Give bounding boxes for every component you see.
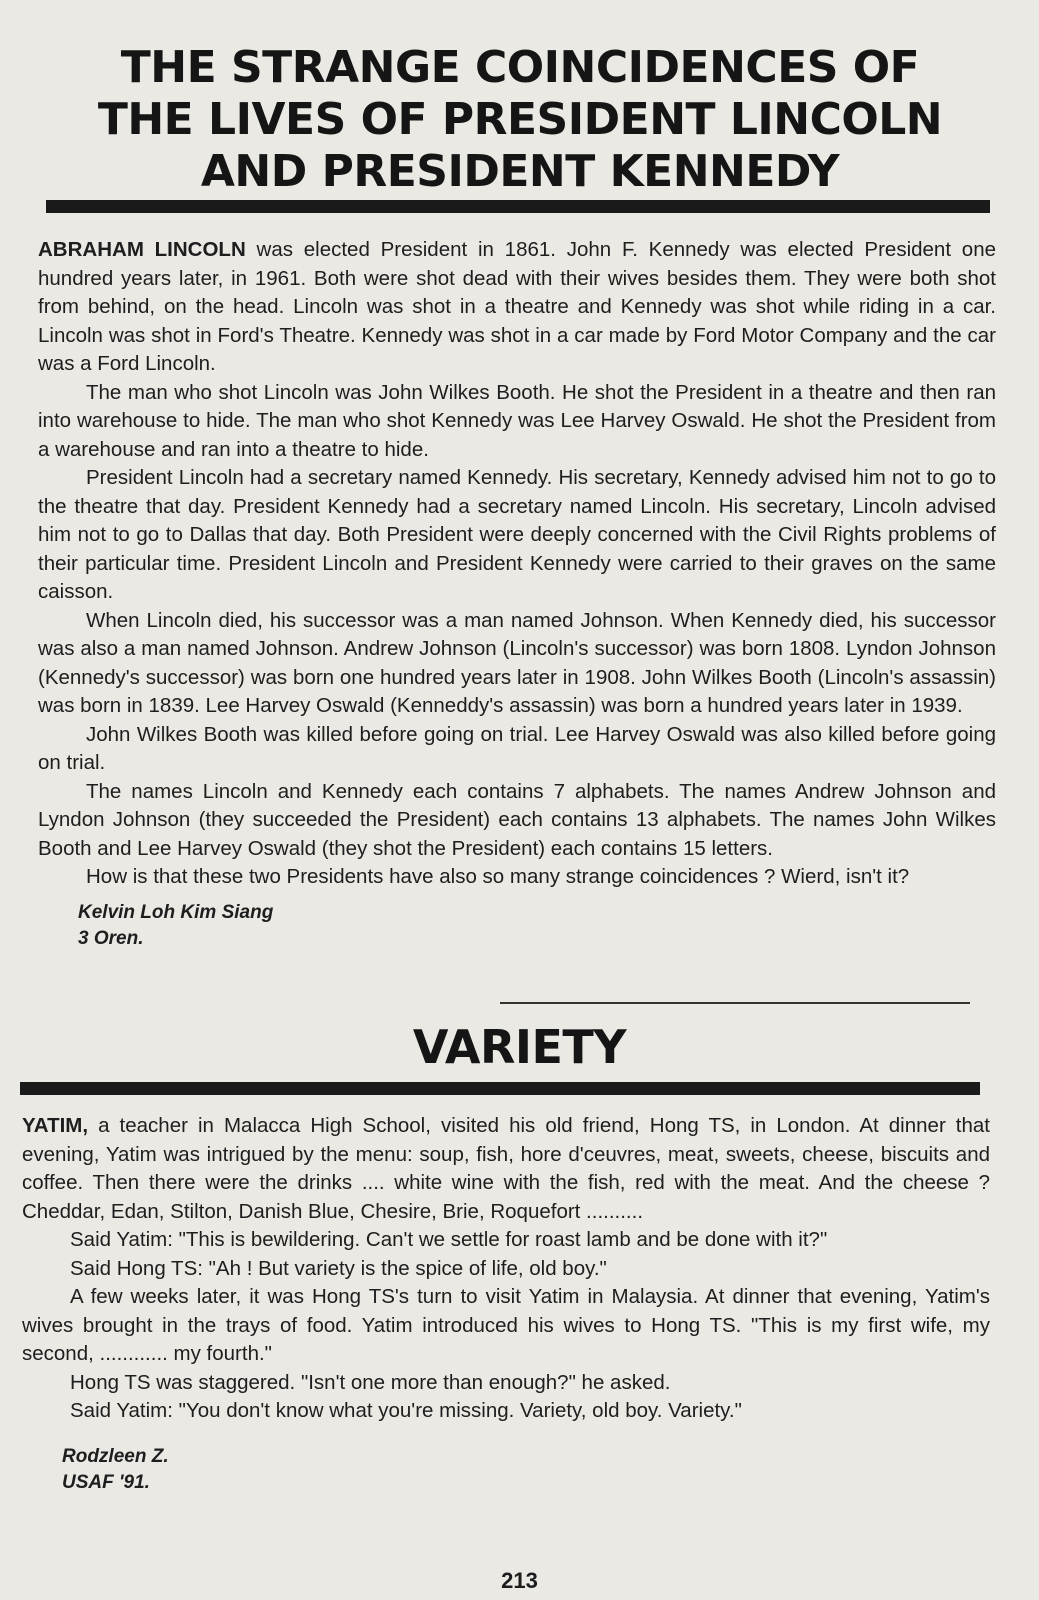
author-name: Rodzleen Z. (62, 1445, 169, 1467)
lead-word: ABRAHAM LINCOLN (38, 238, 246, 261)
divider-rule (500, 1002, 970, 1004)
author-name: Kelvin Loh Kim Siang (78, 901, 274, 923)
article-paragraph: The man who shot Lincoln was John Wilkes Booth. He shot the President in a theatre and then ran into warehouse to hide. The man who shot Kennedy was Lee Harvey Oswald. He shot the President from a warehouse and ran into a theatre to hide. (38, 380, 996, 461)
author-class: 3 Oren. (78, 927, 144, 949)
title-line-3: AND PRESIDENT KENNEDY (200, 146, 840, 197)
article-paragraph: Said Hong TS: "Ah ! But variety is the spice of life, old boy." (70, 1256, 607, 1280)
article-variety (22, 1112, 990, 1496)
article-paragraph: Hong TS was staggered. "Isn't one more than enough?" he asked. (70, 1370, 671, 1394)
article-paragraph: Said Yatim: "This is bewildering. Can't we settle for roast lamb and be done with it?" (70, 1228, 828, 1251)
article-paragraph: ABRAHAM LINCOLN was elected President in 1861. John F. Kennedy was elected President one hundred years later, in 1961. Both were shot dead with their wives besides them. They were both shot from behind, on the head. Lincoln was shot in a theatre and Kennedy was shot while riding in a car. Lincoln was shot in Ford's Theatre. Kennedy was shot in a car made by Ford Motor Company and the car was a Ford Lincoln. (38, 238, 996, 375)
article-lincoln-kennedy (38, 236, 996, 952)
article-paragraph: When Lincoln died, his successor was a man named Johnson. When Kennedy died, his successor was also a man named Johnson. Andrew Johnson (Lincoln's successor) was born 1808. Lyndon Johnson (Kennedy's successor) was born one hundred years later in 1908. John Wilkes Booth (Lincoln's assassin) was born in 1839. Lee Harvey Oswald (Kenneddy's assassin) was born a hundred years later in 1939. (38, 608, 996, 717)
article-paragraph: How is that these two Presidents have also so many strange coincidences ? Wierd, isn't it? (86, 865, 910, 888)
author-signature (78, 900, 996, 952)
article-paragraph: A few weeks later, it was Hong TS's turn to visit Yatim in Malaysia. At dinner that evening, Yatim's wives brought in the trays of food. Yatim introduced his wives to Hong TS. "This is my first wife, my second, ............ my fourth." (22, 1285, 990, 1365)
article-paragraph: YATIM, a teacher in Malacca High School, visited his old friend, Hong TS, in London. At dinner that evening, Yatim was intrigued by the menu: soup, fish, hore d'ceuvres, meat, sweets, cheese, biscuits and coffee. Then there were the drinks .... white wine with the fish, red with the meat. And the cheese ? Cheddar, Edan, Stilton, Danish Blue, Chesire, Brie, Roquefort .......... (22, 1114, 990, 1223)
author-signature (62, 1444, 990, 1496)
title-rule (46, 200, 990, 213)
article-paragraph: John Wilkes Booth was killed before going on trial. Lee Harvey Oswald was also killed before going on trial. (38, 722, 996, 774)
article-paragraph: Said Yatim: "You don't know what you're missing. Variety, old boy. Variety." (70, 1399, 742, 1422)
title-line-1: THE STRANGE COINCIDENCES OF (120, 42, 920, 93)
page-number: 213 (501, 1568, 538, 1593)
author-class: USAF '91. (62, 1471, 150, 1493)
section-rule (20, 1082, 980, 1095)
section-title: VARIETY (412, 1020, 627, 1074)
title-line-2: THE LIVES OF PRESIDENT LINCOLN (97, 94, 943, 145)
article-title (60, 42, 980, 198)
article-paragraph: The names Lincoln and Kennedy each contains 7 alphabets. The names Andrew Johnson and Lyndon Johnson (they succeeded the President) each contains 13 alphabets. The names John Wilkes Booth and Lee Harvey Oswald (they shot the President) each contains 15 letters. (38, 779, 996, 860)
article-paragraph: President Lincoln had a secretary named Kennedy. His secretary, Kennedy advised him not to go to the theatre that day. President Kennedy had a secretary named Lincoln. His secretary, Lincoln advised him not to go to Dallas that day. Both President were deeply concerned with the Civil Rights problems of their particular time. President Lincoln and President Kennedy were carried to their graves on the same caisson. (38, 466, 996, 603)
lead-word: YATIM, (22, 1114, 89, 1137)
